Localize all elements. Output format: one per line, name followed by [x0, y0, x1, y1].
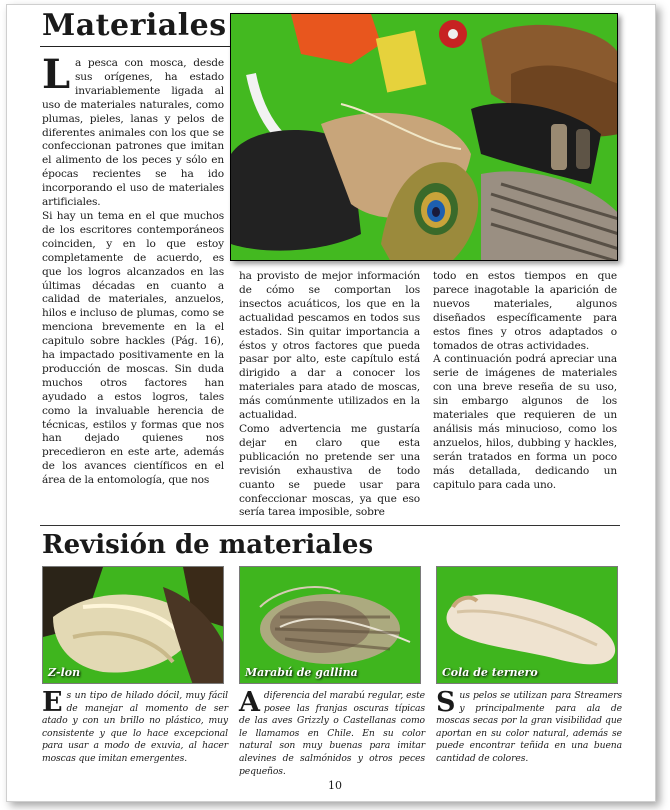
title-rule — [40, 46, 230, 47]
intro-paragraph-2: Si hay un tema en el que muchos de los escritores contemporáneos coinciden, y en lo que estoy completamente de acuerdo, es que los logros alcanzados en las últimas décadas en cuanto a calidad de materiales, anzuelos, hilos e incluso de plumas, como se menciona brevemente en la el capitulo sobre hackles (Pág. 16), ha impactado positivamente en la producción de moscas. Sin duda muchos otros factores han ayudado a estos logros, tales como la invaluable herencia de técnicas, estilos y formas que nos han dejado quienes nos precedieron en este arte, además de los avances científicos en el área de la entomología, que nos — [42, 209, 224, 487]
zlon-text: s un tipo de hilado dócil, muy fácil de manejar al momento de ser atado y con un brillo no plástico, muy consistente y que lo hace excepcional para usar a modo de exuvia, al hacer moscas que imitan emergentes. — [42, 690, 228, 764]
intro-paragraph-3: ha provisto de mejor información de cómo se comportan los insectos acuáticos, los que en la actualidad pescamos en todos sus estados. Sin quitar importancia a éstos y otros factores que pueda pasar por alto, este capítulo está dirigido a dar a conocer los materiales para atado de moscas, más comúnmente utilizados en la actualidad. — [239, 270, 420, 422]
marabu-description — [239, 687, 425, 778]
zlon-image — [42, 566, 224, 684]
intro-paragraph-1: a pesca con mosca, desde sus orígenes, ha estado invariablemente ligada al uso de materiales naturales, como plumas, pieles, lanas y pelos de diferentes animales con los que se confeccionan patrones que imitan el alimento de los peces y sólo en épocas recientes se ha ido incorporando el uso de materiales artificiales. — [42, 57, 224, 209]
cola-dropcap: S — [436, 687, 456, 718]
cola-caption: Cola de ternero — [442, 666, 538, 679]
cola-image — [436, 566, 618, 684]
intro-column-3 — [433, 270, 617, 493]
intro-dropcap: L — [42, 51, 70, 98]
marabu-image — [239, 566, 421, 684]
section-rule — [40, 525, 620, 526]
intro-paragraph-6: A continuación podrá apreciar una serie de imágenes de materiales con una breve reseña de su uso, sin embargo algunos de los materiales que requieren de un análisis más minucioso, como los anzuelos, hilos, dubbing y hackles, serán tratados en forma un poco más detallada, dedicando un capitulo para cada uno. — [433, 353, 617, 491]
marabu-text: diferencia del marabú regular, este posee las franjas oscuras típicas de las aves Grizzly o Castellanas como le llamamos en Chile. En su color natural son muy buenas para imitar alevines de salmónidos y otros peces pequeños. — [239, 690, 425, 777]
hero-image — [230, 13, 618, 261]
zlon-dropcap: E — [42, 687, 63, 718]
marabu-dropcap: A — [239, 687, 260, 718]
cola-text: us pelos se utilizan para Streamers y principalmente para ala de moscas secas por la gran visibilidad que aportan en su color natural, además se puede encontrar teñida en una buena cantidad de colores. — [436, 690, 622, 764]
intro-paragraph-4: Como advertencia me gustaría dejar en claro que esta publicación no pretende ser una revisión exhaustiva de todo cuanto se puede usar para confeccionar moscas, ya que eso sería tarea imposible, sobre — [239, 422, 420, 519]
intro-column-1 — [42, 51, 224, 488]
marabu-caption: Marabú de gallina — [245, 666, 358, 679]
materials-photo — [231, 14, 618, 261]
page-title: Materiales — [42, 8, 227, 43]
page-number: 10 — [328, 779, 342, 792]
section-title: Revisión de materiales — [42, 530, 374, 560]
zlon-description — [42, 687, 228, 766]
intro-paragraph-5: todo en estos tiempos en que parece inagotable la aparición de nuevos materiales, algunos diseñados específicamente para estos fines y otros adaptados o tomados de otras actividades. — [433, 270, 617, 352]
zlon-caption: Z-lon — [48, 666, 81, 679]
cola-description — [436, 687, 622, 766]
intro-column-2 — [239, 270, 420, 520]
